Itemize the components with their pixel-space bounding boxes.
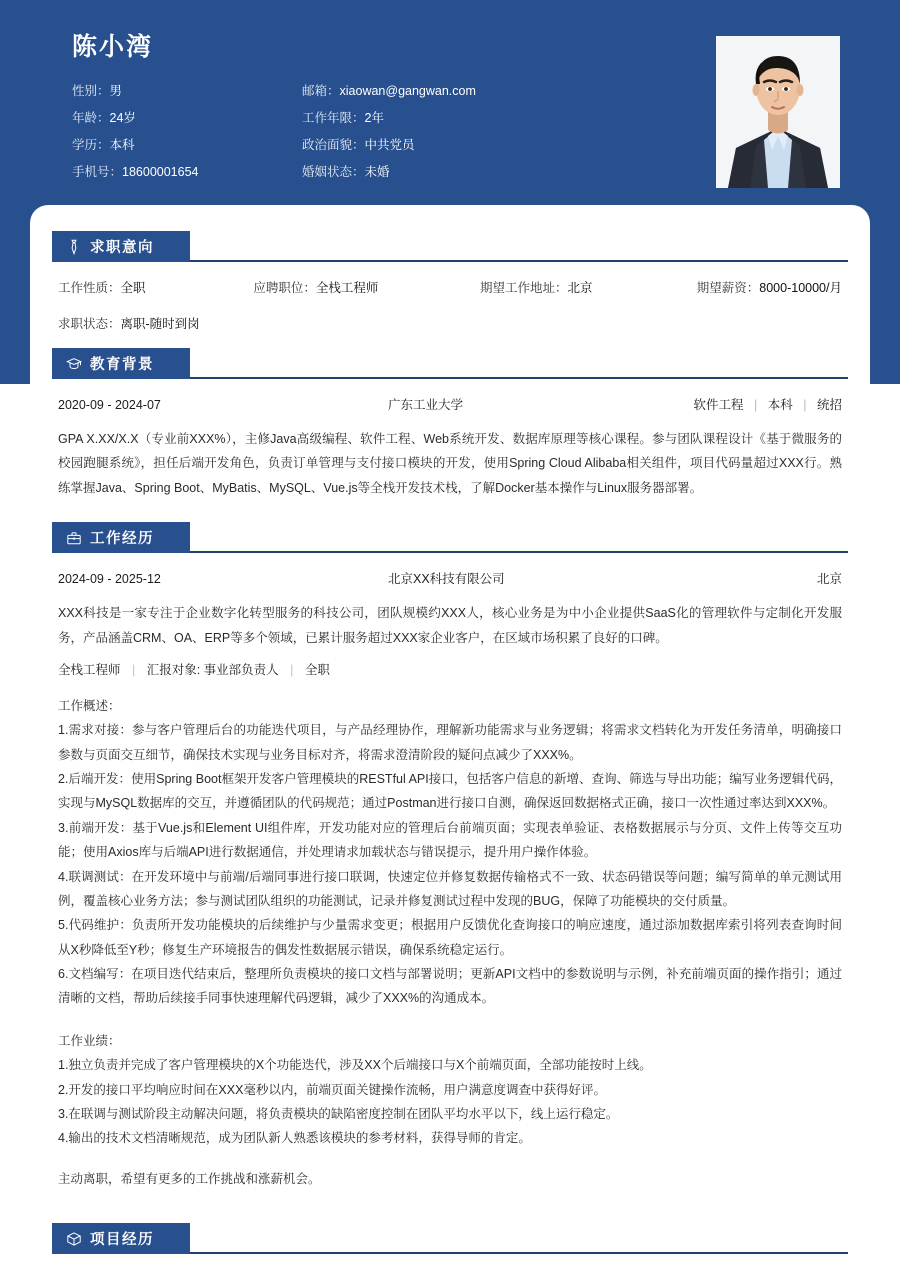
section-header-work-experience <box>52 522 848 553</box>
job-intention-row-1 <box>58 278 842 296</box>
work-achievement-item-3: 3.在联调与测试阶段主动解决问题，将负责模块的缺陷密度控制在团队平均水平以下，线上运行稳定。 <box>58 1106 619 1121</box>
work-overview-title: 工作概述： <box>58 698 121 713</box>
work-overview-item-6: 6.文档编写：在项目迭代结束后，整理所负责模块的接口文档与部署说明；更新API文档中的参数说明与示例，补充前端页面的操作指引；通过清晰的文档，帮助后续接手同事快速理解代码逻辑，减少了XXX%的沟通成本。 <box>58 967 842 1006</box>
tag-separator: | <box>290 662 294 677</box>
intent-job-status: 求职状态：离职-随时到岗 <box>58 317 200 331</box>
section-education <box>52 348 848 518</box>
meta-separator: | <box>754 398 758 412</box>
work-achievement-block <box>58 1029 842 1151</box>
briefcase-icon <box>66 530 82 546</box>
education-date-range: 2020-09 - 2024-07 <box>58 398 161 412</box>
work-leave-reason: 主动离职，希望有更多的工作挑战和涨薪机会。 <box>58 1171 321 1186</box>
info-item-marital-status: 婚姻状态：未婚 <box>302 164 390 179</box>
header-left-column <box>72 28 716 180</box>
intent-target-location: 期望工作地址：北京 <box>479 281 593 295</box>
intent-target-position: 应聘职位：全栈工程师 <box>253 281 379 295</box>
work-date-range: 2024-09 - 2025-12 <box>58 572 161 587</box>
info-item-education-level: 学历：本科 <box>72 137 135 152</box>
work-overview-item-2: 2.后端开发：使用Spring Boot框架开发客户管理模块的RESTful API接口，包括客户信息的新增、查询、筛选与导出功能；编写业务逻辑代码，实现与MySQL数据库的交互，并遵循团队的代码规范；通过Postman进行接口自测，确保返回数据格式正确，接口一次性通过率达到XXX%。 <box>58 772 842 811</box>
section-body-education <box>52 381 848 518</box>
intent-job-type: 工作性质：全职 <box>58 281 146 295</box>
education-description: GPA X.XX/X.X（专业前XXX%），主修Java高级编程、软件工程、Web系统开发、数据库原理等核心课程。参与团队课程设计《基于微服务的校园跑腿系统》，担任后端开发角色，负责订单管理与支付接口模块的开发，使用Spring Cloud Alibaba相关组件，项目代码量超过XXX行。熟练掌握Java、Spring Boot、MyBatis、MySQL、Vue.js等全栈开发技术栈，了解Docker基本操作与Linux服务器部署。 <box>58 432 842 495</box>
education-meta <box>694 395 842 413</box>
work-overview-item-4: 4.联调测试：在开发环境中与前端/后端同事进行接口联调，快速定位并修复数据传输格式不一致、状态码错误等问题；编写简单的单元测试用例，覆盖核心业务方法；参与测试团队组织的功能测试，记录并修复测试过程中发现的BUG，保障了功能模块的交付质量。 <box>58 869 842 908</box>
work-overview-item-3: 3.前端开发：基于Vue.js和Element UI组件库，开发功能对应的管理后台前端页面；实现表单验证、表格数据展示与分页、文件上传等交互功能；使用Axios库与后端API进行数据通信，并处理请求加载状态与错误提示，提升用户操作体验。 <box>58 820 842 860</box>
section-title-education: 教育背景 <box>90 357 154 373</box>
info-item-gender: 性别：男 <box>72 83 123 98</box>
necktie-icon <box>66 239 82 255</box>
work-report-to: 汇报对象: 事业部负责人 <box>146 662 279 677</box>
section-tab-project-experience[interactable] <box>52 1223 190 1254</box>
section-body-job-intention <box>52 264 848 344</box>
candidate-info-grid <box>72 84 716 180</box>
education-entry <box>58 395 842 500</box>
work-achievement-title: 工作业绩： <box>58 1033 121 1048</box>
candidate-name: 陈小湾 <box>72 33 154 61</box>
section-header-education <box>52 348 848 379</box>
work-employment-type: 全职 <box>304 662 330 677</box>
education-entry-header <box>58 395 842 413</box>
education-major: 软件工程 <box>693 398 744 412</box>
work-achievement-item-1: 1.独立负责并完成了客户管理模块的X个功能迭代，涉及XX个后端接口与X个前端页面，全部功能按时上线。 <box>58 1058 652 1073</box>
work-entry-header <box>58 569 842 587</box>
info-item-age: 年龄：24岁 <box>72 110 136 125</box>
section-body-work-experience <box>52 555 848 1219</box>
graduation-cap-icon <box>66 356 82 372</box>
work-overview-block <box>58 694 842 1011</box>
education-degree: 本科 <box>767 398 793 412</box>
section-header-project-experience <box>52 1223 848 1254</box>
section-tab-education[interactable] <box>52 348 190 379</box>
box-icon <box>66 1231 82 1247</box>
info-item-email: 邮箱：xiaowan@gangwan.com <box>302 83 476 98</box>
section-project-experience <box>52 1223 848 1254</box>
resume-content-card <box>30 205 870 1275</box>
resume-header <box>0 0 900 205</box>
meta-separator: | <box>803 398 807 412</box>
work-location: 北京 <box>816 572 842 587</box>
work-entry <box>58 569 842 1191</box>
section-work-experience <box>52 522 848 1219</box>
work-job-title: 全栈工程师 <box>58 662 121 677</box>
section-job-intention <box>52 231 848 344</box>
section-tab-job-intention[interactable] <box>52 231 190 262</box>
info-item-experience-years: 工作年限：2年 <box>302 110 384 125</box>
work-overview-item-5: 5.代码维护：负责所开发功能模块的后续维护与少量需求变更；根据用户反馈优化查询接口的响应速度，通过添加数据库索引将列表查询时间从X秒降低至Y秒；修复生产环境报告的偶发性数据展示错误，确保系统稳定运行。 <box>58 918 842 957</box>
work-overview-item-1: 1.需求对接：参与客户管理后台的功能迭代项目，与产品经理协作，理解新功能需求与业务逻辑；将需求文档转化为开发任务清单，明确接口参数与页面交互细节，确保技术实现与业务目标对齐，将需求澄清阶段的疑问点减少了XXX%。 <box>58 723 842 762</box>
work-achievement-item-4: 4.输出的技术文档清晰规范，成为团队新人熟悉该模块的参考材料，获得导师的肯定。 <box>58 1131 531 1146</box>
section-header-job-intention <box>52 231 848 262</box>
tag-separator: | <box>132 662 136 677</box>
work-role-tags <box>58 660 842 678</box>
info-item-phone: 手机号：18600001654 <box>72 164 199 179</box>
intent-expected-salary: 期望薪资：8000-10000/月 <box>696 281 842 295</box>
section-title-project-experience: 项目经历 <box>90 1232 154 1248</box>
info-item-political-status: 政治面貌：中共党员 <box>302 137 415 152</box>
job-intention-row-2 <box>58 314 842 332</box>
section-title-work-experience: 工作经历 <box>90 531 154 548</box>
portrait-photo <box>716 36 840 188</box>
section-tab-work-experience[interactable] <box>52 522 190 553</box>
work-achievement-item-2: 2.开发的接口平均响应时间在XXX毫秒以内，前端页面关键操作流畅，用户满意度调查中获得好评。 <box>58 1082 606 1097</box>
work-company-name: 北京XX科技有限公司 <box>388 572 505 587</box>
work-company-description: XXX科技是一家专注于企业数字化转型服务的科技公司，团队规模约XXX人，核心业务是为中小企业提供SaaS化的管理软件与定制化开发服务，产品涵盖CRM、OA、ERP等多个领域，已累计服务超过XXX家企业客户，在区域市场积累了良好的口碑。 <box>58 606 842 645</box>
section-title-job-intention: 求职意向 <box>90 240 154 256</box>
education-admission-type: 统招 <box>816 398 842 412</box>
education-school-name: 广东工业大学 <box>388 398 464 412</box>
